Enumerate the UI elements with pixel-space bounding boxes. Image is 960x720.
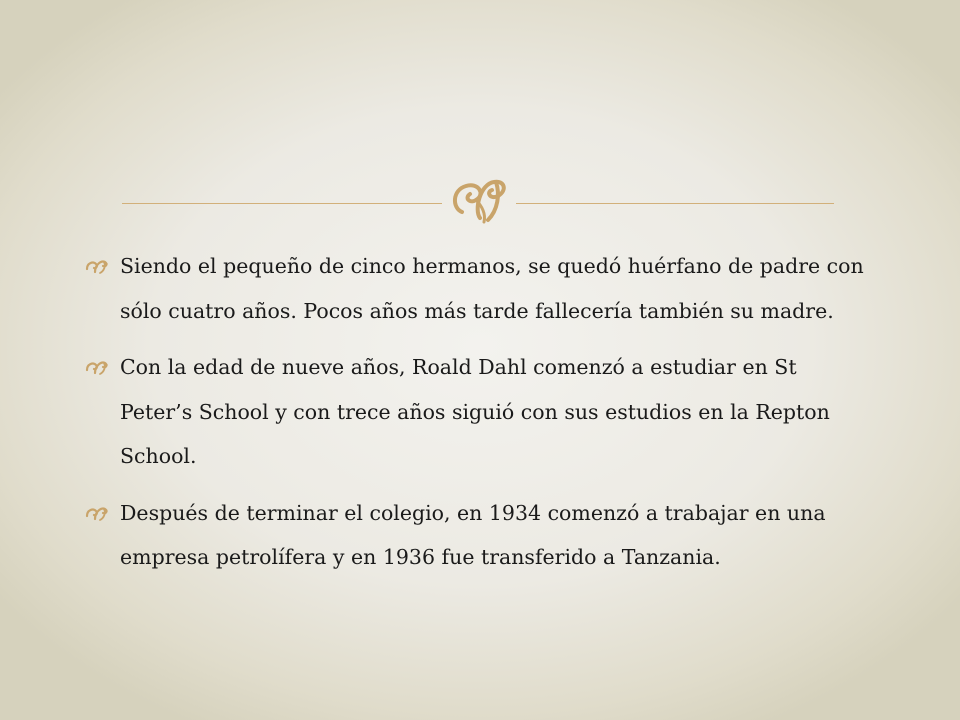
bullet-item xyxy=(84,491,874,580)
bullet-text: Con la edad de nueve años, Roald Dahl comenzó a estudiar en St Peter’s School y con trece años siguió con sus estudios en la Repton School. xyxy=(120,355,830,468)
scroll-bullet-icon xyxy=(84,357,110,377)
scroll-bullet-icon xyxy=(84,256,110,276)
title-rule-right xyxy=(516,203,834,204)
bullet-item xyxy=(84,345,874,479)
bullet-item xyxy=(84,244,874,333)
bullet-text: Después de terminar el colegio, en 1934 comenzó a trabajar en una empresa petrolífera y en 1936 fue transferido a Tanzania. xyxy=(120,500,826,569)
flourish-ornament-icon xyxy=(446,170,514,230)
title-rule-left xyxy=(122,203,442,204)
bullet-text: Siendo el pequeño de cinco hermanos, se quedó huérfano de padre con sólo cuatro años. Pocos años más tarde fallecería también su madre. xyxy=(120,254,864,323)
scroll-bullet-icon xyxy=(84,503,110,523)
bullet-list xyxy=(84,244,874,592)
